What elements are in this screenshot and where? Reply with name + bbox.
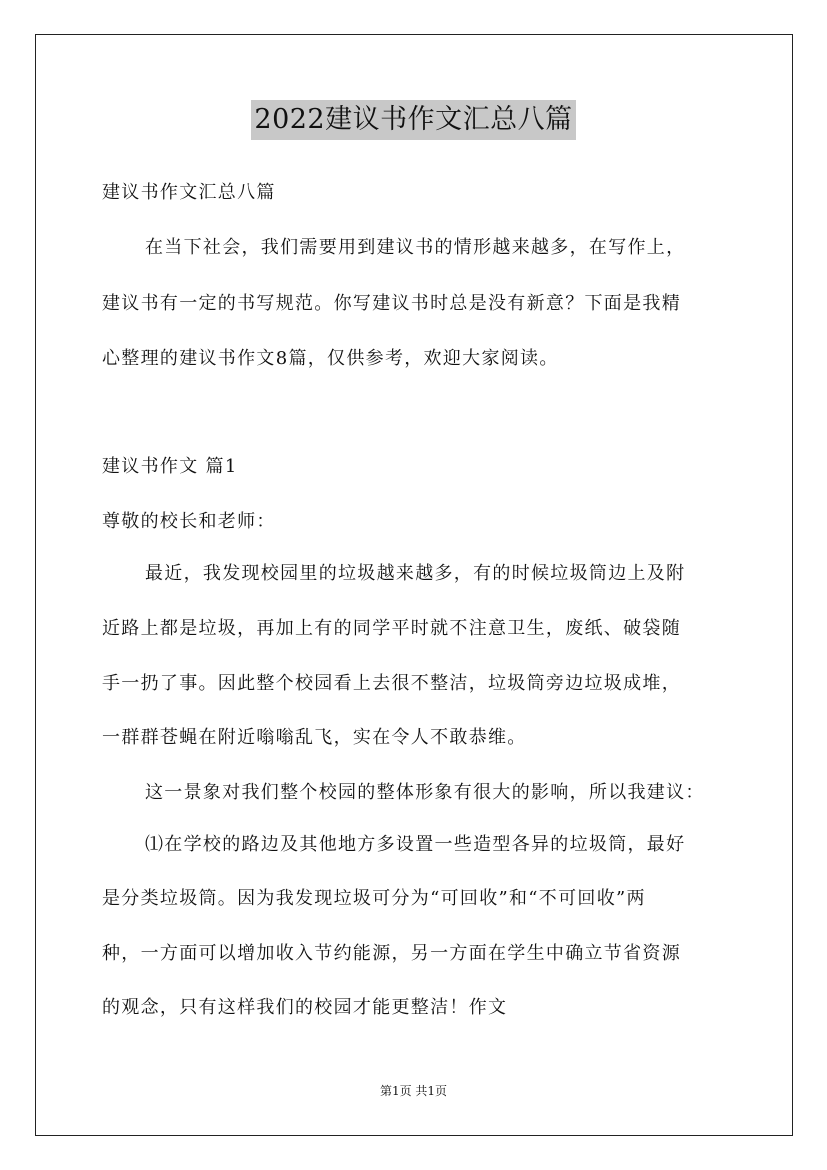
paragraph-line: 手一扔了事。因此整个校园看上去很不整洁，垃圾筒旁边垃圾成堆， — [102, 673, 681, 694]
page-number: 第1页 共1页 — [379, 1084, 448, 1098]
intro-line: 在当下社会，我们需要用到建议书的情形越来越多，在写作上， — [145, 237, 686, 258]
paragraph-line: 近路上都是垃圾，再加上有的同学平时就不注意卫生，废纸、破袋随 — [102, 618, 681, 639]
paragraph-line: 的观念，只有这样我们的校园才能更整洁！作文 — [102, 997, 508, 1018]
paragraph-line: 是分类垃圾筒。因为我发现垃圾可分为“可回收”和“不可回收”两 — [102, 888, 646, 909]
document-subtitle: 建议书作文汇总八篇 — [102, 182, 276, 203]
paragraph-line: 种，一方面可以增加收入节约能源，另一方面在学生中确立节省资源 — [102, 943, 681, 964]
document-title: 2022建议书作文汇总八篇 — [251, 100, 575, 140]
section-heading: 建议书作文 篇1 — [102, 456, 238, 477]
paragraph-line: ⑴在学校的路边及其他地方多设置一些造型各异的垃圾筒，最好 — [145, 834, 686, 855]
salutation: 尊敬的校长和老师： — [102, 511, 276, 532]
paragraph-line: 这一景象对我们整个校园的整体形象有很大的影响，所以我建议： — [145, 782, 705, 803]
intro-line: 建议书有一定的书写规范。你写建议书时总是没有新意？下面是我精 — [102, 293, 681, 314]
paragraph-line: 一群群苍蝇在附近嗡嗡乱飞，实在令人不敢恭维。 — [102, 727, 527, 748]
title-container — [0, 100, 827, 140]
paragraph-line: 最近，我发现校园里的垃圾越来越多，有的时候垃圾筒边上及附 — [145, 563, 686, 584]
intro-line: 心整理的建议书作文8篇，仅供参考，欢迎大家阅读。 — [102, 348, 559, 369]
